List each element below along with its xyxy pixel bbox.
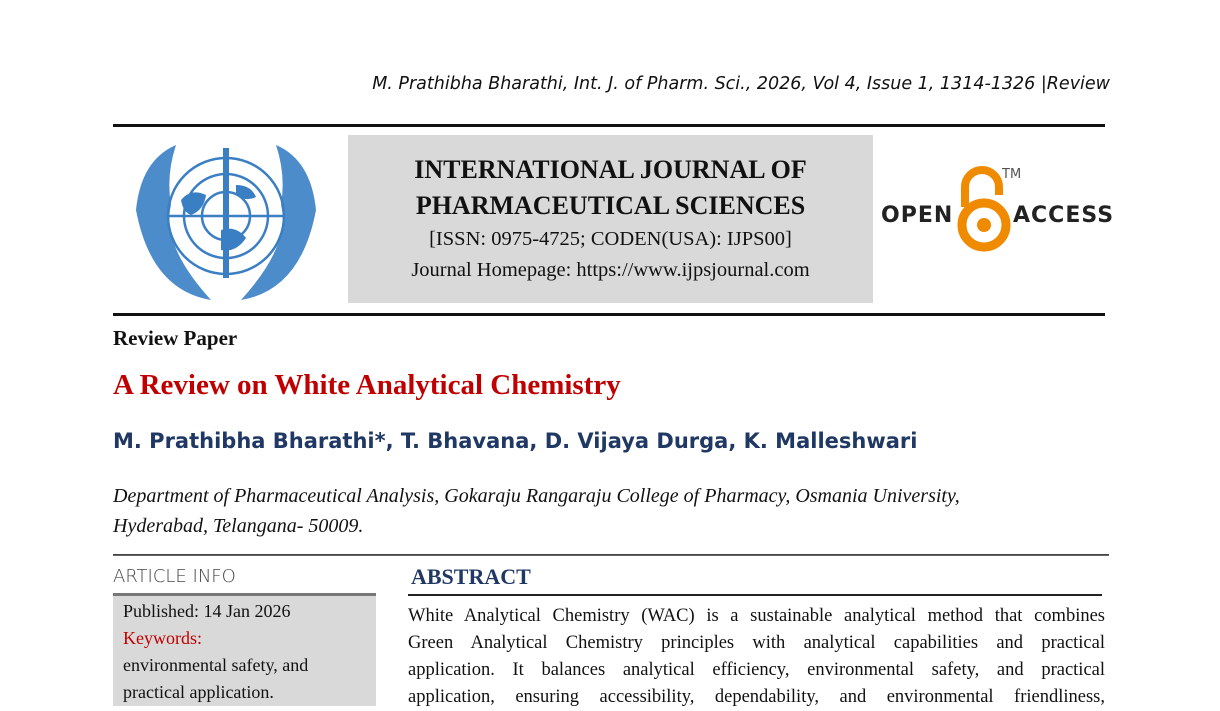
journal-title-box: [348, 135, 873, 303]
header-rule-top: [113, 124, 1105, 127]
affiliation-line2: Hyderabad, Telangana- 50009.: [113, 515, 364, 537]
abstract-rule: [408, 594, 1102, 596]
journal-emblem-logo: [126, 140, 326, 306]
open-access-open: OPEN: [881, 203, 954, 228]
paper-type: Review Paper: [113, 326, 238, 350]
running-header: M. Prathibha Bharathi, Int. J. of Pharm. Sci., 2026, Vol 4, Issue 1, 1314-1326 |Review: [372, 74, 1110, 94]
abstract-line: Green Analytical Chemistry principles with analytical capabilities and practical: [408, 633, 1105, 653]
authors: M. Prathibha Bharathi*, T. Bhavana, D. Vijaya Durga, K. Malleshwari: [113, 429, 918, 453]
journal-name-line2: PHARMACEUTICAL SCIENCES: [415, 191, 806, 220]
affiliation-line1: Department of Pharmaceutical Analysis, Gokaraju Rangaraju College of Pharmacy, Osmania University,: [113, 485, 960, 507]
article-info-heading: ARTICLE INFO: [113, 566, 236, 587]
journal-name-line1: INTERNATIONAL JOURNAL OF: [414, 155, 807, 184]
section-divider: [113, 554, 1109, 556]
journal-issn: [ISSN: 0975-4725; CODEN(USA): IJPS00]: [429, 228, 792, 250]
keywords-line2: practical application.: [123, 682, 274, 702]
keywords-label: Keywords:: [123, 628, 202, 648]
open-access-logo: [878, 163, 1115, 255]
journal-homepage[interactable]: Journal Homepage: https://www.ijpsjournal.com: [411, 259, 810, 281]
article-info-box: [113, 593, 376, 706]
abstract-line: application, ensuring accessibility, dependability, and environmental friendliness,: [408, 687, 1105, 707]
affiliation: [113, 481, 1113, 541]
keywords-line1: environmental safety, and: [123, 655, 309, 675]
paper-title: A Review on White Analytical Chemistry: [113, 369, 621, 401]
abstract-line: application. It balances analytical efficiency, environmental safety, and practical: [408, 660, 1105, 680]
trademark-mark: TM: [1002, 167, 1022, 182]
abstract-line: White Analytical Chemistry (WAC) is a sustainable analytical method that combines: [408, 606, 1105, 626]
abstract-heading: ABSTRACT: [411, 564, 531, 589]
published-date: Published: 14 Jan 2026: [123, 601, 291, 621]
header-rule-bottom: [113, 313, 1105, 316]
open-access-access: ACCESS: [1013, 203, 1115, 228]
